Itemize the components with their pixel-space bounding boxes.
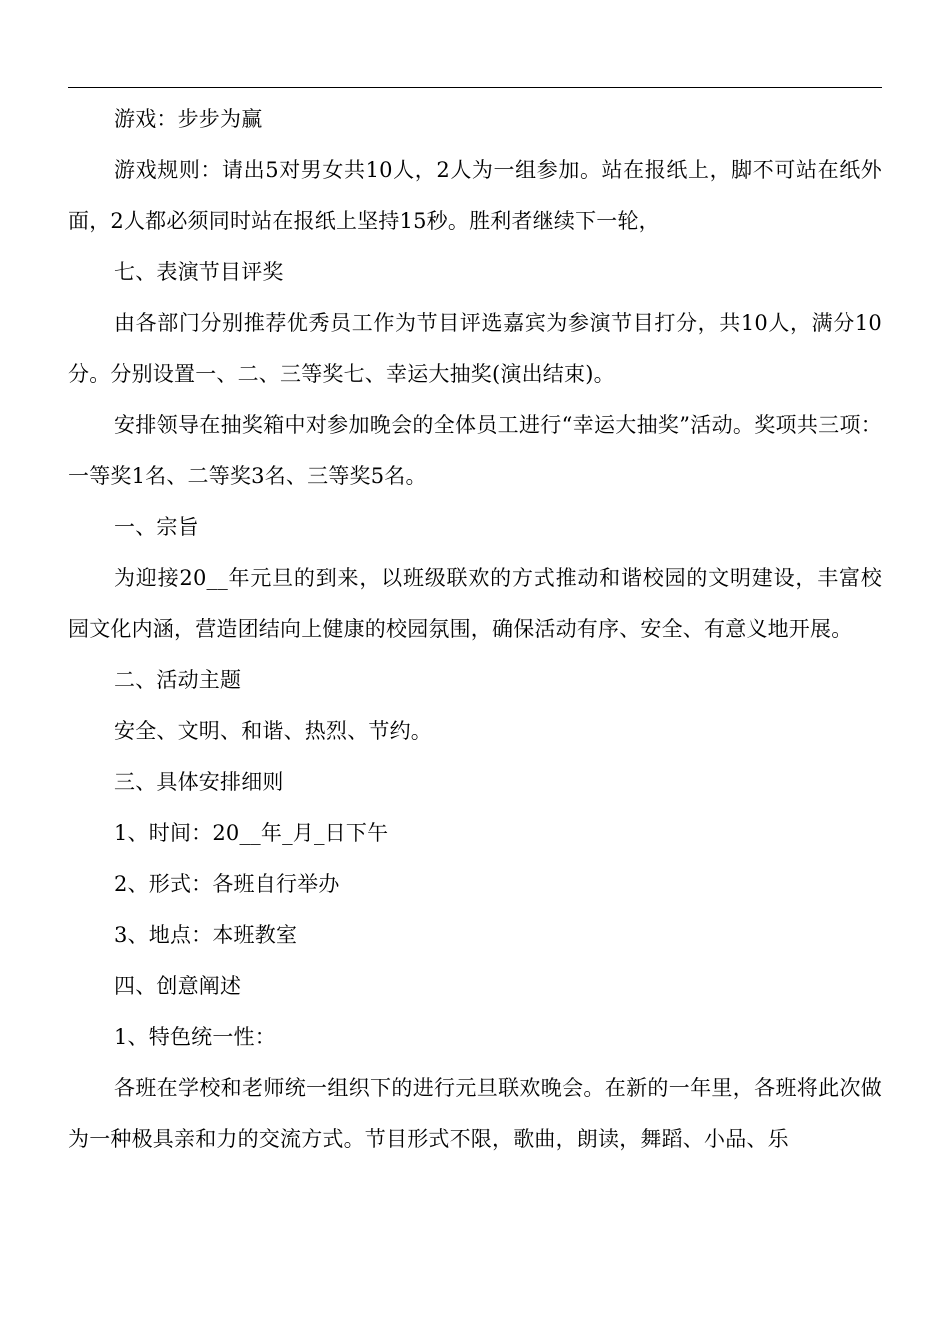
- paragraph-game-title: 游戏：步步为赢: [114, 107, 263, 131]
- paragraph-awards-description: 由各部门分别推荐优秀员工作为节目评选嘉宾为参演节目打分，共10人，满分10分。分别设置一、二、三等奖七、幸运大抽奖(演出结束)。: [68, 311, 882, 386]
- header-rule: [68, 87, 882, 88]
- section-heading-arrangement: 三、具体安排细则: [114, 770, 284, 794]
- paragraph-purpose: 为迎接20__年元旦的到来，以班级联欢的方式推动和谐校园的文明建设，丰富校园文化内涵，营造团结向上健康的校园氛围，确保活动有序、安全、有意义地开展。: [68, 566, 882, 641]
- paragraph-game-rules: 游戏规则：请出5对男女共10人，2人为一组参加。站在报纸上，脚不可站在纸外面，2人都必须同时站在报纸上坚持15秒。胜利者继续下一轮，: [68, 158, 882, 233]
- list-item-format: 2、形式：各班自行举办: [114, 872, 340, 896]
- subheading-uniformity: 1、特色统一性：: [114, 1025, 276, 1049]
- paragraph-theme: 安全、文明、和谐、热烈、节约。: [114, 719, 432, 743]
- section-heading-creative: 四、创意阐述: [114, 974, 242, 998]
- list-item-time: 1、时间：20__年_月_日下午: [114, 821, 389, 845]
- paragraph-uniformity: 各班在学校和老师统一组织下的进行元旦联欢晚会。在新的一年里，各班将此次做为一种极具亲和力的交流方式。节目形式不限，歌曲，朗读，舞蹈、小品、乐: [68, 1076, 882, 1151]
- section-heading-purpose: 一、宗旨: [114, 515, 199, 539]
- list-item-location: 3、地点：本班教室: [114, 923, 298, 947]
- section-heading-performance-awards: 七、表演节目评奖: [114, 260, 284, 284]
- document-body: [68, 94, 882, 1165]
- paragraph-lucky-draw: 安排领导在抽奖箱中对参加晚会的全体员工进行“幸运大抽奖”活动。奖项共三项：一等奖1名、二等奖3名、三等奖5名。: [68, 413, 882, 488]
- section-heading-theme: 二、活动主题: [114, 668, 242, 692]
